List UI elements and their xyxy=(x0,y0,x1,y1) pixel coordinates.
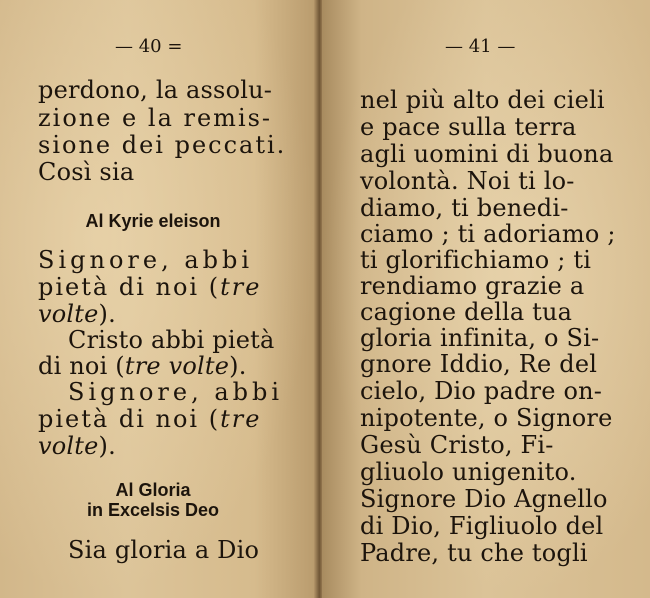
right-line-3: agli uomini di buona xyxy=(360,140,614,168)
right-line-7: ti glorifichiamo ; ti xyxy=(360,246,592,274)
kyrie-line-1: Signore, abbi xyxy=(38,246,254,274)
heading-gloria-line-1: Al Gloria xyxy=(115,480,191,500)
left-page-number: — 40 = xyxy=(115,36,183,57)
right-line-12: cielo, Dio padre on- xyxy=(360,377,603,405)
heading-gloria-line-2: in Excelsis Deo xyxy=(86,500,220,520)
left-line-1: perdono, la assolu- xyxy=(38,76,273,104)
right-line-17: di Dio, Figliuolo del xyxy=(360,512,604,540)
right-line-9: cagione della tua xyxy=(360,298,573,326)
right-line-4: volontà. Noi ti lo- xyxy=(360,167,575,195)
kyrie-line-3: volte). xyxy=(38,300,116,328)
right-line-8: rendiamo grazie a xyxy=(360,272,585,300)
right-line-18: Padre, tu che togli xyxy=(360,539,588,567)
right-line-13: nipotente, o Signore xyxy=(360,404,613,432)
kyrie-line-7: pietà di noi (tre xyxy=(38,405,262,433)
left-line-3: sione dei peccati. xyxy=(38,131,287,159)
kyrie-line-2: pietà di noi (tre xyxy=(38,273,262,301)
left-page xyxy=(0,0,318,598)
kyrie-line-5: di noi (tre volte). xyxy=(38,352,247,380)
right-line-16: Signore Dio Agnello xyxy=(360,485,608,513)
heading-kyrie: Al Kyrie eleison xyxy=(85,211,221,231)
kyrie-line-6: Signore, abbi xyxy=(68,378,284,406)
kyrie-line-4: Cristo abbi pietà xyxy=(68,326,275,354)
left-line-2: zione e la remis- xyxy=(38,104,273,132)
right-line-5: diamo, ti benedi- xyxy=(360,194,569,222)
left-line-4: Così sia xyxy=(38,158,135,186)
right-line-2: e pace sulla terra xyxy=(360,113,577,141)
right-line-1: nel più alto dei cieli xyxy=(360,86,605,114)
right-line-11: gnore Iddio, Re del xyxy=(360,350,598,378)
left-last-line: Sia gloria a Dio xyxy=(68,536,260,564)
right-line-15: gliuolo unigenito. xyxy=(360,458,577,486)
right-line-6: ciamo ; ti adoriamo ; xyxy=(360,220,616,248)
right-page xyxy=(322,0,650,598)
kyrie-line-8: volte). xyxy=(38,432,116,460)
right-line-14: Gesù Cristo, Fi- xyxy=(360,431,554,459)
right-line-10: gloria infinita, o Si- xyxy=(360,324,600,352)
right-page-number: — 41 — xyxy=(445,36,516,57)
